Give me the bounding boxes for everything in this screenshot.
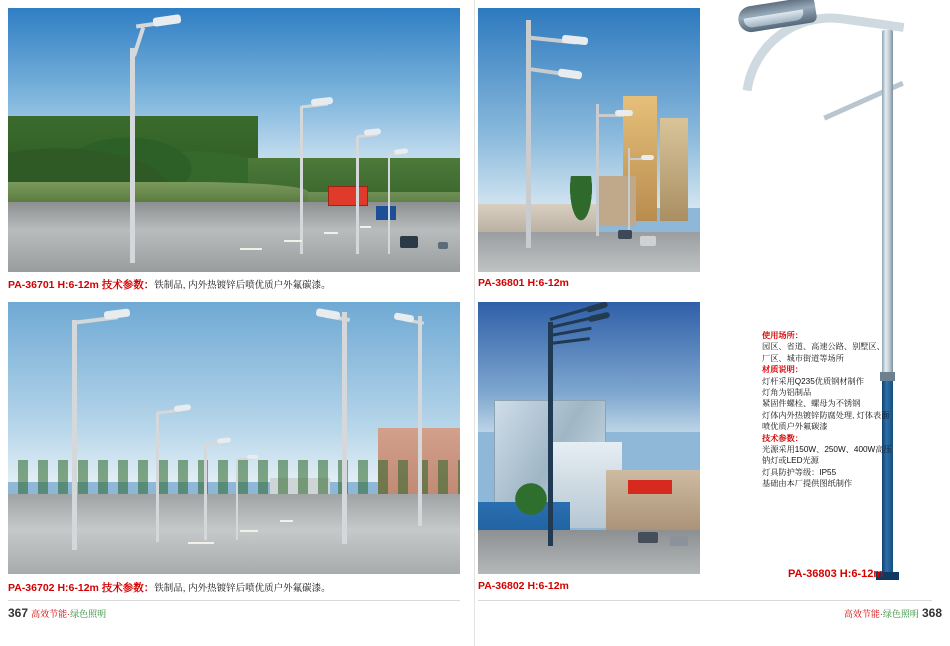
spec-material-title: 材质说明： [762,365,803,375]
street-lamp-pole-2 [300,106,303,254]
vehicle-car [670,536,688,546]
spec-tech-line-2: 钠灯或LED光源 [762,456,819,466]
street-lamp-pole-1 [548,322,553,546]
caption-height: H:6-12m [57,582,99,594]
page-number-left: 367 [8,606,29,620]
roadway [478,232,700,272]
footer-sep-right: · [879,609,883,619]
caption-code: PA-36801 [478,277,525,289]
caption-code: PA-36702 [8,582,55,594]
footer-sep-left: · [67,609,71,619]
street-lamp-pole-3 [356,136,359,254]
street-lamp-pole-2 [156,412,159,542]
lane-marking [240,530,258,532]
folio-left [8,606,106,620]
caption-height: H:6-12m [57,279,99,291]
caption-tech-text: 铁制品, 内外热镀锌后喷优质户外氟碳漆。 [154,583,331,594]
photo-pa-36802 [478,302,700,574]
spec-tech-title: 技术参数： [762,433,803,443]
page-number-right: 368 [921,606,942,620]
page-spine-divider [474,0,475,646]
street-lamp-head-4 [247,455,258,459]
caption-pa-36701 [8,277,331,292]
caption-height: H:6-12m [527,277,569,289]
mid-rise-building [596,176,636,226]
lane-marking [280,520,293,522]
spec-material-line-2: 灯角为铝制品 [762,388,812,398]
street-lamp-pole-1 [130,48,135,263]
lane-marking [360,226,371,228]
vehicle-car [640,236,656,246]
caption-pa-36801 [478,277,569,289]
folio-right [844,606,942,620]
caption-height: H:6-12m [527,580,569,592]
street-lamp-head-3 [615,110,633,116]
footer-tagline-green-right: 绿色照明 [882,609,919,619]
street-lamp-pole-1 [526,20,531,248]
lane-marking [188,542,214,544]
spec-usage-line-2: 厂区、城市街道等场所 [762,353,844,363]
vehicle-truck [400,236,418,248]
spec-material-line-3: 紧固件螺栓、螺母为不锈钢 [762,399,861,409]
specification-panel [762,330,932,490]
footer-rule-left [8,600,460,601]
spec-tech-line-4: 基础由本厂提供图纸制作 [762,479,853,489]
vehicle-car [618,230,632,239]
lane-marking [284,240,302,242]
photo-pa-36701 [8,8,460,272]
vehicle-car [438,242,448,249]
caption-pa-36802 [478,580,569,592]
spec-tech-line-3: 灯具防护等级：IP55 [762,467,837,477]
feature-street-lamp-illustration [700,0,950,600]
street-lamp-pole-4 [236,460,238,540]
footer-tagline-red-right: 高效节能 [843,609,880,619]
lane-marking [324,232,338,234]
caption-pa-36702 [8,580,331,595]
footer-rule-right [478,600,932,601]
photo-pa-36801 [478,8,700,272]
shop-sign-red [628,480,672,494]
street-lamp-pole-5 [342,312,347,544]
caption-height: H:6-12m [839,568,884,580]
caption-tech-text: 铁制品, 内外热镀锌后喷优质户外氟碳漆。 [154,280,331,291]
spec-material-line-1: 灯杆采用Q235优质钢材制作 [762,376,864,386]
lane-marking [240,248,262,250]
palm-tree [564,176,598,238]
street-lamp-pole-4 [628,148,630,234]
street-lamp-pole-3 [204,444,207,540]
caption-pa-36803 [788,568,883,580]
caption-tech-label: 技术参数： [101,279,155,291]
street-lamp-pole-6 [418,316,422,526]
spec-tech-line-1: 光源采用150W、250W、400W高压 [762,445,892,455]
spec-material-line-4: 灯体内外热镀锌防腐处理, 灯体表面 [762,410,890,420]
high-rise-building-2 [660,118,688,221]
street-lamp-head-4 [641,155,654,160]
roadway [478,530,700,574]
street-lamp-pole-4 [388,154,390,254]
caption-tech-label: 技术参数： [101,582,155,594]
billboard-red [328,186,368,206]
photo-pa-36702 [8,302,460,574]
spec-usage-title: 使用场所： [762,331,803,340]
caption-code: PA-36803 [788,568,837,580]
vehicle-car [638,532,658,543]
footer-tagline-green-left: 绿色照明 [70,609,107,619]
street-lamp-pole-3 [596,104,599,236]
caption-code: PA-36701 [8,279,55,291]
street-lamp-pole-1 [72,320,77,550]
footer-tagline-red-left: 高效节能 [31,609,68,619]
spec-usage-line-1: 园区、省道、高速公路、别墅区、 [762,342,885,352]
spec-material-line-5: 喷优质户外氟碳漆 [762,422,828,432]
road-sign-blue [376,206,396,220]
caption-code: PA-36802 [478,580,525,592]
